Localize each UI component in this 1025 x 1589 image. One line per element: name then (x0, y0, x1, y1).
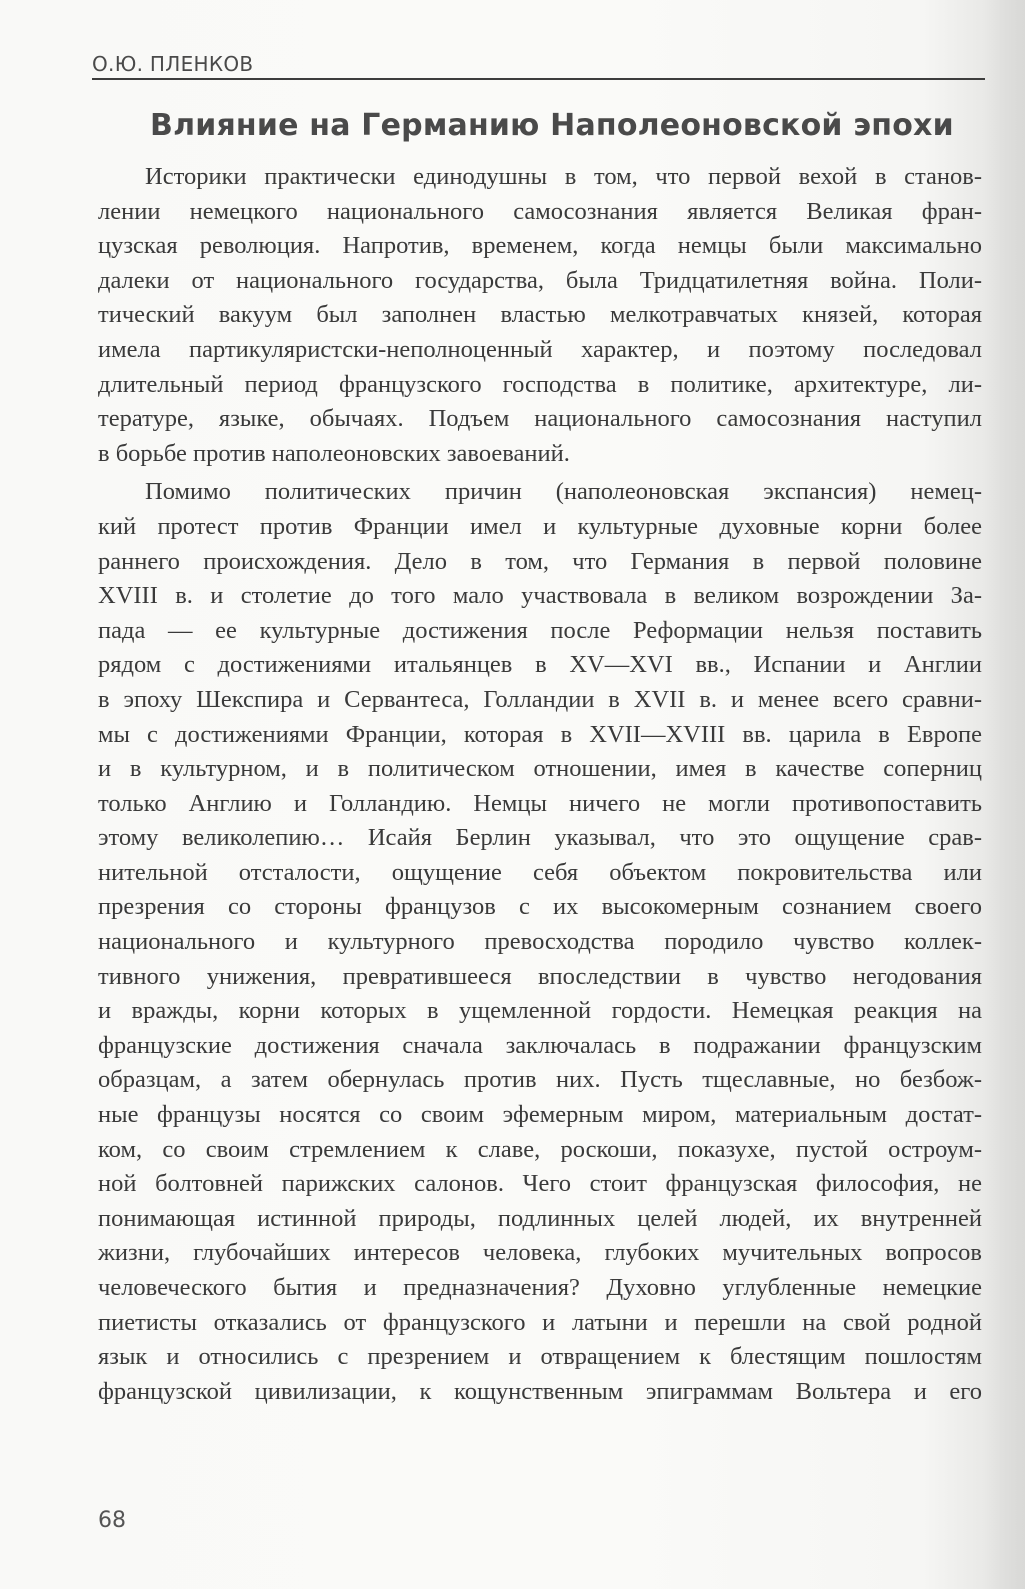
text-line: язык и относились с презрением и отвращением к блестящим пошлостям (98, 1343, 982, 1371)
text-line: и вражды, корни которых в ущемленной гордости. Немецкая реакция на (98, 997, 982, 1025)
text-line: Историки практически единодушны в том, что первой вехой в станов- (145, 163, 982, 190)
text-line: тивного унижения, превратившееся впоследствии в чувство негодования (98, 962, 982, 990)
text-line: цузская революция. Напротив, временем, когда немцы были максимально (98, 232, 982, 260)
text-line: пада — ее культурные достижения после Реформации нельзя поставить (98, 616, 982, 644)
text-line: раннего происхождения. Дело в том, что Германия в первой половине (98, 547, 982, 575)
text-line: ной болтовней парижских салонов. Чего стоит французская философия, не (98, 1170, 982, 1198)
text-line: и в культурном, и в политическом отношении, имея в качестве соперниц (98, 755, 982, 783)
paragraph-1 (98, 160, 982, 471)
text-line: понимающая истинной природы, подлинных целей людей, их внутренней (98, 1204, 982, 1232)
text-line: французские достижения сначала заключалась в подражании французским (98, 1031, 982, 1059)
header-rule (92, 78, 985, 80)
running-head-author: О.Ю. ПЛЕНКОВ (92, 52, 254, 76)
text-line: ные французы носятся со своим эфемерным миром, материальным достат- (98, 1101, 982, 1129)
chapter-title: Влияние на Германию Наполеоновской эпохи (150, 108, 954, 143)
text-line: рядом с достижениями итальянцев в XV—XVI вв., Испании и Англии (98, 651, 982, 679)
text-line: в эпоху Шекспира и Сервантеса, Голландии в XVII в. и менее всего сравни- (98, 685, 982, 713)
text-line: тературе, языке, обычаях. Подъем национального самосознания наступил (98, 405, 982, 433)
text-line: Помимо политических причин (наполеоновская экспансия) немец- (145, 478, 982, 506)
text-line: французской цивилизации, к кощунственным эпиграммам Вольтера и его (98, 1377, 982, 1405)
text-line: жизни, глубочайших интересов человека, глубоких мучительных вопросов (98, 1239, 982, 1267)
text-line: в борьбе против наполеоновских завоеваний. (98, 439, 570, 467)
text-line: образцам, а затем обернулась против них. Пусть тщеславные, но безбож- (98, 1066, 982, 1094)
paragraph-2 (98, 475, 982, 1409)
text-line: имела партикуляристски-неполноценный характер, и поэтому последовал (98, 335, 982, 363)
text-line: презрения со стороны французов с их высокомерным сознанием своего (98, 893, 982, 921)
text-line: длительный период французского господства в политике, архитектуре, ли- (98, 370, 982, 398)
text-line: только Англию и Голландию. Немцы ничего не могли противопоставить (98, 789, 982, 817)
text-line: мы с достижениями Франции, которая в XVII—XVIII вв. царила в Европе (98, 720, 982, 748)
text-line: нительной отсталости, ощущение себя объектом покровительства или (98, 858, 982, 886)
text-line: пиетисты отказались от французского и латыни и перешли на свой родной (98, 1308, 982, 1336)
text-line: национального и культурного превосходства породило чувство коллек- (98, 928, 982, 956)
text-line: далеки от национального государства, была Тридцатилетняя война. Поли- (98, 266, 982, 294)
body-text (98, 160, 982, 1409)
text-line: этому великолепию… Исайя Берлин указывал, что это ощущение срав- (98, 824, 982, 852)
text-line: ком, со своим стремлением к славе, роскоши, показухе, пустой остроум- (98, 1135, 982, 1163)
gutter-shadow (985, 0, 1025, 1589)
page-number: 68 (98, 1508, 126, 1533)
text-line: лении немецкого национального самосознания является Великая фран- (98, 197, 982, 225)
text-line: человеческого бытия и предназначения? Духовно углубленные немецкие (98, 1274, 982, 1301)
text-line: тический вакуум был заполнен властью мелкотравчатых князей, которая (98, 301, 982, 329)
text-line: XVIII в. и столетие до того мало участвовала в великом возрождении За- (98, 582, 982, 610)
text-line: кий протест против Франции имел и культурные духовные корни более (98, 512, 982, 540)
